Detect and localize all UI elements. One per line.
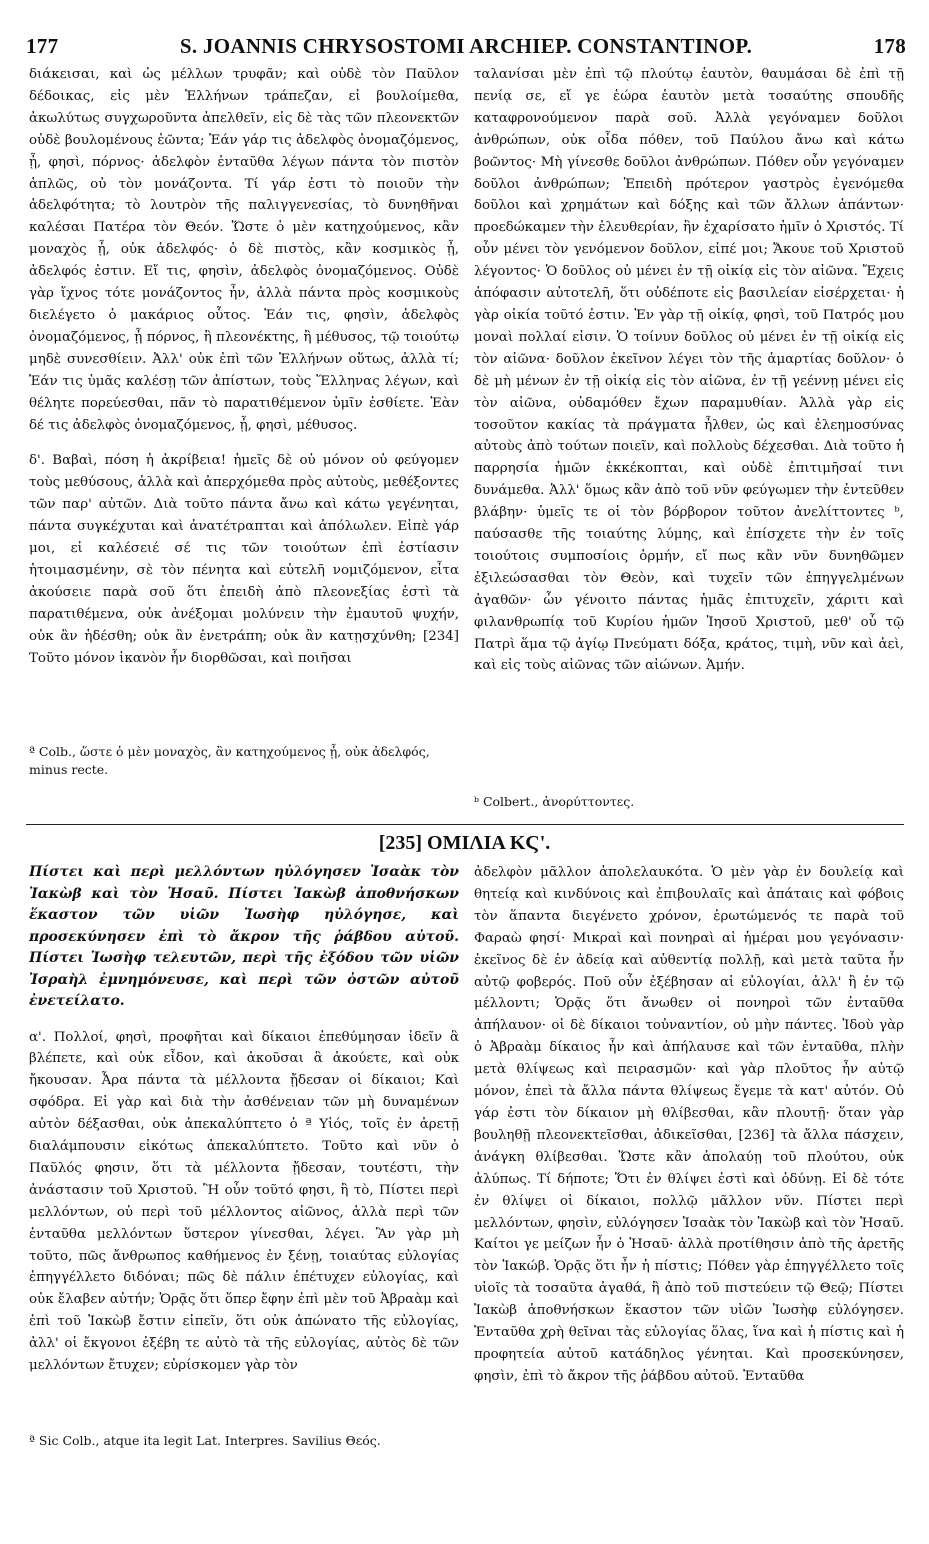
paragraph: α'. Πολλοί, φησὶ, προφῆται καὶ δίκαιοι ἐπεθύμησαν ἰδεῖν ἃ βλέπετε, καὶ οὐκ εἶδον, καὶ ἀκοῦσαι ἃ ἀκούετε, καὶ οὐκ ἤκουσαν. Ἆρα πάντα τὰ μέλλοντα ᾔδεσαν οἱ δίκαιοι; Καὶ σφόδρα. Εἰ γὰρ καὶ διὰ τὴν ἀσθένειαν τῶν μὴ δυναμένων αὐτὸν δέξασθαι, οὐκ ἀπεκαλύπτετο ὁ ª Υἱός, τοῖς ἐν ἀρετῇ διαλάμπουσιν εἰκότως ἀπεκαλύπτετο. Τοῦτο καὶ νῦν ὁ Παῦλός φησιν, ὅτι τὰ μέλλοντα ᾔδεσαν, τουτέστι, τὴν ἀνάστασιν τοῦ Χριστοῦ. Ἢ οὖν τοῦτό φησι, ἢ τὸ, Πίστει περὶ μελλόντων, οὐ περὶ τοῦ μέλλοντος αἰῶνος, ἀλλὰ περὶ τῶν ἐνταῦθα μελλόντων ὕστερον γίνεσθαι, λέγει. Ἂν γὰρ μὴ τοῦτο, πῶς ἄνθρωπος καθήμενος ἐν ξένῃ, τοιαύτας εὐλογίας ἐπηγγέλλετο διδόναι; πῶς δὲ πάλιν ἐπέτυχεν εὐλογίας, καὶ οὐκ ἔλαβεν αὐτήν; Ὁρᾷς ὅτι ὅπερ ἔφην ἐπὶ μὲν τοῦ Ἀβραὰμ καὶ ἐπὶ τοῦ Ἰακὼβ ἔστιν εἰπεῖν, ὅτι οὐκ ἀπώνατο τῆς εὐλογίας, ἀλλ' οἱ ἔκγονοι ἐξέβη τε αὐτὸ τὰ τῆς εὐλογίας, αὐτὸς δὲ τῶν μελλόντων ἔτυχεν; εὑρίσκομεν γὰρ τὸν xyxy=(29,1029,459,1374)
footnote: ᵇ Colbert., ἀνορύττοντες. xyxy=(474,794,635,809)
right-column-top xyxy=(474,64,904,740)
paragraph: διάκεισαι, καὶ ὡς μέλλων τρυφᾶν; καὶ οὐδὲ τὸν Παῦλον δέδοικας, εἰς μὲν Ἑλλήνων τράπεζαν, εἰ βουλοίμεθα, ἀκωλύτως συγχωροῦντα ἀπελθεῖν, εἰς δὲ τὰς τῶν πλεονεκτῶν οὐδὲ βουλομένους ἐῶντα; Ἐάν γάρ τις ἀδελφὸς ὀνομαζόμενος, ᾖ, φησὶ, πόρνος· ἀδελφὸν ἐνταῦθα λέγων πάντα τὸν πιστὸν ἁπλῶς, οὐ τὸν μονάζοντα. Τί γάρ ἐστι τὸ ποιοῦν τὴν ἀδελφότητα; τὸ λουτρὸν τῆς παλιγγενεσίας, τὸ δυνηθῆναι καλέσαι Πατέρα τὸν Θεόν. Ὥστε ὁ μὲν κατηχούμενος, κἂν μοναχὸς ᾖ, οὐκ ἀδελφός· ὁ δὲ πιστὸς, κἂν κοσμικὸς ᾖ, ἀδελφός ἐστιν. Εἴ τις, φησὶν, ἀδελφὸς ὀνομαζόμενος. Οὐδὲ γὰρ ἴχνος τότε μονάζοντος ἦν, ἀλλὰ πάντα πρὸς κοσμικοὺς διελέγετο ὁ μακάριος οὗτος. Ἐάν τις, φησὶν, ἀδελφὸς ὀνομαζόμενος, ᾖ πόρνος, ἢ πλεονέκτης, ἢ μέθυσος, τῷ τοιούτῳ μηδὲ συνεσθίειν. Ἀλλ' οὐκ ἐπὶ τῶν Ἑλλήνων οὕτως, ἀλλὰ τί; Ἐάν τις ὑμᾶς καλέσῃ τῶν ἀπίστων, τοὺς Ἕλληνας λέγων, καὶ θέλητε πορεύεσθαι, πᾶν τὸ παρατιθέμενον ὑμῖν ἐσθίετε. Ἐὰν δέ τις ἀδελφὸς ὀνομαζόμενος, ᾖ, φησὶ, μέθυσος. xyxy=(29,67,459,433)
homily-argument: Πίστει καὶ περὶ μελλόντων ηὐλόγησεν Ἰσαὰκ τὸν Ἰακὼβ καὶ τὸν Ἡσαῦ. Πίστει Ἰακὼβ ἀποθνήσκων ἕκαστον τῶν υἱῶν Ἰωσὴφ ηὐλόγησε, καὶ προσεκύνησεν ἐπὶ τὸ ἄκρον τῆς ῥάβδου αὐτοῦ. Πίστει Ἰωσὴφ τελευτῶν, περὶ τῆς ἐξόδου τῶν υἱῶν Ἰσραὴλ ἐμνημόνευσε, καὶ περὶ τῶν ὀστῶν αὐτοῦ ἐνετείλατο. xyxy=(29,864,459,1009)
footnote: ª Sic Colb., atque ita legit Lat. Interpres. Savilius Θεός. xyxy=(29,1433,381,1448)
left-column-bottom xyxy=(29,862,459,1432)
section-rule xyxy=(26,824,904,825)
page-number-right: 178 xyxy=(873,34,906,58)
left-column-top xyxy=(29,64,459,744)
homily-title: [235] ΟΜΙΛΙΑ ΚϚ'. xyxy=(378,832,551,854)
paragraph: ταλανίσαι μὲν ἐπὶ τῷ πλούτῳ ἑαυτὸν, θαυμάσαι δὲ ἐπὶ τῇ πενίᾳ σε, εἴ γε ἑώρα ἑαυτὸν μετὰ τοσαύτης σπουδῆς καταφρονούμενον παρὰ σοῦ. Ἀλλὰ γεγόναμεν δοῦλοι ἀνθρώπων, οὐκ οἶδα πόθεν, τοῦ Παύλου ἄνω καὶ κάτω βοῶντος· Μὴ γίνεσθε δοῦλοι ἀνθρώπων. Πόθεν οὖν γεγόναμεν δοῦλοι ἀνθρώπων; Ἐπειδὴ πρότερον γαστρὸς ἐγενόμεθα δοῦλοι καὶ χρημάτων καὶ δόξης καὶ τῶν ἄλλων ἁπάντων· προεδώκαμεν τὴν ἐλευθερίαν, ἣν ἐχαρίσατο ἡμῖν ὁ Χριστός. Τί οὖν μένει τὸν γενόμενον δοῦλον, εἰπέ μοι; Ἄκουε τοῦ Χριστοῦ λέγοντος· Ὁ δοῦλος οὐ μένει ἐν τῇ οἰκίᾳ εἰς τὸν αἰῶνα. Ἔχεις ἀπόφασιν αὐτοτελῆ, ὅτι οὐδέποτε εἰς βασιλείαν εἰσέρχεται· ἡ γὰρ οἰκία τοῦτό ἐστιν. Ἐν γὰρ τῇ οἰκίᾳ, φησὶ, τοῦ Πατρός μου μοναὶ πολλαί εἰσιν. Ὁ τοίνυν δοῦλος οὐ μένει ἐν τῇ οἰκίᾳ εἰς τὸν αἰῶνα· δοῦλον ἐκεῖνον λέγει τὸν τῆς ἁμαρτίας δοῦλον· ὁ δὲ μὴ μένων ἐν τῇ οἰκίᾳ εἰς τὸν αἰῶνα, ἐν τῇ γεέννῃ μένει εἰς τὸν αἰῶνα, οὐδαμόθεν ἔχων παραμυθίαν. Ἀλλὰ γὰρ εἰς τοσοῦτον κακίας τὰ πράγματα ἦλθεν, ὡς καὶ ἐλεημοσύνας αὐτοὺς ἀπὸ τούτων ποιεῖν, καὶ πολλοὺς δέχεσθαι. Διὰ τοῦτο ἡ παρρησία ἡμῶν ἐκκέκοπται, καὶ οὐδὲ ἐπιτιμῆσαί τινι δυνάμεθα. Ἀλλ' ὅμως κἂν ἀπὸ τοῦ νῦν φεύγωμεν τὴν ἐντεῦθεν βλάβην· ὑμεῖς τε οἱ τὸν βόρβορον τοῦτον ἀνελίττοντες ᵇ, παύσασθε τῆς τοιαύτης λύμης, καὶ ἐπίσχετε τὴν ἐν τοῖς τοιούτοις συμποσίοις ὁρμήν, εἴ πως κἂν νῦν δυνηθῶμεν ἐξιλεώσασθαι τὸν Θεὸν, καὶ τυχεῖν τῶν ἐπηγγελμένων ἀγαθῶν· ὧν γένοιτο πάντας ἡμᾶς ἐπιτυχεῖν, χάριτι καὶ φιλανθρωπίᾳ τοῦ Κυρίου ἡμῶν Ἰησοῦ Χριστοῦ, μεθ' οὗ τῷ Πατρὶ ἅμα τῷ ἁγίῳ Πνεύματι δόξα, κράτος, τιμὴ, νῦν καὶ ἀεὶ, καὶ εἰς τοὺς αἰῶνας τῶν αἰώνων. Ἀμήν. xyxy=(474,67,904,674)
paragraph: δ'. Βαβαὶ, πόση ἡ ἀκρίβεια! ἡμεῖς δὲ οὐ μόνον οὐ φεύγομεν τοὺς μεθύσους, ἀλλὰ καὶ ἀπερχόμεθα πρὸς αὐτοὺς, μεθέξοντες τῶν παρ' αὐτῶν. Διὰ τοῦτο πάντα ἄνω καὶ κάτω γεγένηται, πάντα συγκέχυται καὶ ἀνατέτραπται καὶ ἀπόλωλεν. Εἰπὲ γάρ μοι, εἰ καλέσειέ σέ τις τῶν τοιούτων ἐπὶ ἑστίασιν ἡτοιμασμένην, σὲ τὸν πένητα καὶ εὐτελῆ νομιζόμενον, εἶτα ἀκούσειε παρὰ σοῦ ὅτι ἐπειδὴ ἀπὸ πλεονεξίας ἐστὶ τὰ παρατιθέμενα, οὐκ ἀνέξομαι μολύνειν τὴν ἐμαυτοῦ ψυχήν, οὐκ ἂν ἡδέσθη; οὐκ ἂν ἐνετράπη; οὐκ ἂν κατῃσχύνθη; [234] Τοῦτο μόνον ἱκανὸν ἦν διορθῶσαι, καὶ ποιῆσαι xyxy=(29,453,459,666)
paragraph: ἀδελφὸν μᾶλλον ἀπολελαυκότα. Ὁ μὲν γὰρ ἐν δουλείᾳ καὶ θητείᾳ καὶ κινδύνοις καὶ ἐπιβουλαῖς καὶ ἀπάταις καὶ φόβοις τὸν ἅπαντα διεγένετο χρόνον, ἐρωτώμενός τε παρὰ τοῦ Φαραὼ φησί· Μικραὶ καὶ πονηραὶ αἱ ἡμέραι μου γεγόνασιν· ἐκεῖνος δὲ ἐν ἀδείᾳ καὶ αὐθεντίᾳ πολλῇ, καὶ μετὰ ταῦτα ἦν αὐτῷ φοβερός. Ποῦ οὖν ἐξέβησαν αἱ εὐλογίαι, ἀλλ' ἢ ἐν τῷ μέλλοντι; Ὁρᾷς ὅτι ἄνωθεν οἱ πονηροὶ τῶν ἐνταῦθα ἀπήλαυον· οἱ δὲ δίκαιοι τοὐναντίον, οὐ μὴν πάντες. Ἰδοὺ γὰρ ὁ Ἀβραὰμ δίκαιος ἦν καὶ ἀπήλαυσε καὶ τῶν ἐνταῦθα, πλὴν μετὰ θλίψεως καὶ πειρασμῶν· καὶ γὰρ πλοῦτος ἦν αὐτῷ μόνον, ἐπεὶ τὰ ἄλλα πάντα θλίψεως ἔγεμε τὰ κατ' αὐτόν. Οὐ γάρ ἐστι τὸν δίκαιον μὴ θλίβεσθαι, κἂν πλουτῇ· ὅταν γὰρ βουληθῇ πλεονεκτεῖσθαι, ἀδικεῖσθαι, [236] τὰ ἄλλα πάσχειν, ἀνάγκη θλίβεσθαι. Ὥστε κἂν ἀπολαύῃ τοῦ πλούτου, οὐκ ἀλύπως. Τί δήποτε; Ὅτι ἐν θλίψει ἐστὶ καὶ ὀδύνῃ. Εἰ δὲ τότε ἐν θλίψει οἱ δίκαιοι, πολλῷ μᾶλλον νῦν. Πίστει περὶ μελλόντων, φησὶν, εὐλόγησεν Ἰσαὰκ τὸν Ἰακὼβ καὶ τὸν Ἡσαῦ. Καίτοι γε μείζων ἦν ὁ Ἡσαῦ· ἀλλὰ προτίθησιν ἀπὸ τῆς ἀρετῆς τὸν Ἰακώβ. Ὁρᾷς ὅτι ἦν ἡ πίστις; Πόθεν γὰρ ἐπηγγέλλετο τοῖς υἱοῖς τὰ τοσαῦτα ἀγαθά, ἢ ἀπὸ τοῦ πιστεύειν τῷ Θεῷ; Πίστει Ἰακὼβ ἀποθνήσκων ἕκαστον τῶν υἱῶν Ἰωσὴφ εὐλόγησεν. Ἐνταῦθα χρὴ θεῖναι τὰς εὐλογίας ὅλας, ἵνα καὶ ἡ πίστις καὶ ἡ προφητεία αὐτοῦ κατάδηλος γένηται. Καὶ προσεκύνησεν, φησὶν, ἐπὶ τὸ ἄκρον τῆς ῥάβδου αὐτοῦ. Ἐνταῦθα xyxy=(474,865,904,1384)
page-number-left: 177 xyxy=(26,34,59,58)
running-title: S. JOANNIS CHRYSOSTOMI ARCHIEP. CONSTANTINOP. xyxy=(179,34,753,58)
running-head xyxy=(26,34,906,58)
footnote: ª Colb., ὥστε ὁ μὲν μοναχὸς, ἂν κατηχούμενος ᾖ, οὐκ ἀδελφός, minus recte. xyxy=(29,744,430,777)
right-column-bottom xyxy=(474,862,904,1512)
